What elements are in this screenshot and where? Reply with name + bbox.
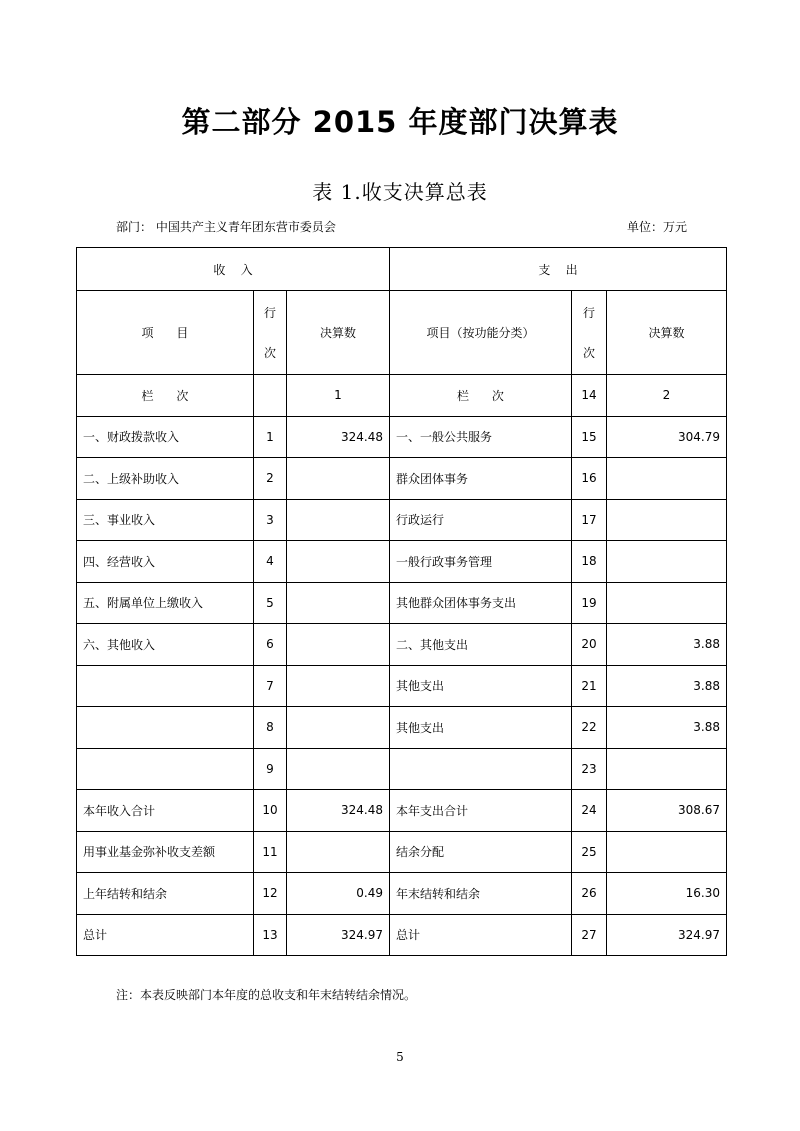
expense-amount-cell: [607, 831, 727, 873]
income-line-cell: 2: [254, 458, 287, 500]
income-header: 收 入: [77, 248, 390, 291]
expense-item-cell: 其他群众团体事务支出: [390, 582, 572, 624]
income-amount-cell: 0.49: [287, 873, 390, 915]
expense-item-cell: 本年支出合计: [390, 790, 572, 832]
income-amount-cell: [287, 499, 390, 541]
expense-line-cell: 18: [572, 541, 607, 583]
expense-item-header: 项目（按功能分类）: [390, 291, 572, 375]
table-row: [77, 748, 727, 790]
expense-item-cell: 一、一般公共服务: [390, 416, 572, 458]
column-number-row: [77, 375, 727, 417]
expense-line-cell: 22: [572, 707, 607, 749]
expense-amount-cell: [607, 582, 727, 624]
expense-item-cell: [390, 748, 572, 790]
expense-item-cell: 其他支出: [390, 665, 572, 707]
income-amount-cell: [287, 748, 390, 790]
expense-line-cell: 26: [572, 873, 607, 915]
expense-amount-cell: [607, 458, 727, 500]
expense-amount-cell: 3.88: [607, 624, 727, 666]
income-line-cell: 8: [254, 707, 287, 749]
income-line-cell: 12: [254, 873, 287, 915]
income-line-cell: 5: [254, 582, 287, 624]
income-line-cell: 10: [254, 790, 287, 832]
income-item-cell: 五、附属单位上缴收入: [77, 582, 254, 624]
section-header-row: [77, 248, 727, 291]
income-amount-cell: [287, 665, 390, 707]
expense-item-cell: 结余分配: [390, 831, 572, 873]
expense-item-cell: 其他支出: [390, 707, 572, 749]
expense-amount-cell: 324.97: [607, 914, 727, 956]
income-amount-cell: [287, 541, 390, 583]
expense-line-header: 行 次: [572, 291, 607, 375]
income-amount-cell: 324.48: [287, 790, 390, 832]
income-item-cell: 上年结转和结余: [77, 873, 254, 915]
income-line-cell: 3: [254, 499, 287, 541]
income-item-cell: 四、经营收入: [77, 541, 254, 583]
expense-item-cell: 一般行政事务管理: [390, 541, 572, 583]
table-row: [77, 831, 727, 873]
income-item-cell: 用事业基金弥补收支差额: [77, 831, 254, 873]
budget-summary-table: [76, 247, 727, 956]
expense-line-cell: 23: [572, 748, 607, 790]
expense-line-cell: 24: [572, 790, 607, 832]
table-row: [77, 458, 727, 500]
expense-amount-cell: [607, 748, 727, 790]
income-amount-cell: 324.97: [287, 914, 390, 956]
table-row: [77, 416, 727, 458]
income-line-cell: 1: [254, 416, 287, 458]
expense-amount-cell: 16.30: [607, 873, 727, 915]
expense-col-label: 栏 次: [390, 375, 572, 417]
income-amount-cell: [287, 582, 390, 624]
table-row: [77, 541, 727, 583]
income-amount-header: 决算数: [287, 291, 390, 375]
table-row: [77, 624, 727, 666]
income-line-cell: 4: [254, 541, 287, 583]
income-amount-cell: [287, 831, 390, 873]
department-label: 部门： 中国共产主义青年团东营市委员会: [116, 220, 336, 234]
income-line-cell: 7: [254, 665, 287, 707]
expense-line-cell: 21: [572, 665, 607, 707]
expense-header: 支 出: [390, 248, 727, 291]
income-col-label: 栏 次: [77, 375, 254, 417]
expense-item-cell: 总计: [390, 914, 572, 956]
expense-item-cell: 年末结转和结余: [390, 873, 572, 915]
income-item-cell: 三、事业收入: [77, 499, 254, 541]
income-line-cell: 13: [254, 914, 287, 956]
income-col-no: 1: [287, 375, 390, 417]
expense-item-cell: 二、其他支出: [390, 624, 572, 666]
expense-col-no: 2: [607, 375, 727, 417]
income-item-cell: 总计: [77, 914, 254, 956]
expense-line-cell: 25: [572, 831, 607, 873]
income-line-cell: 6: [254, 624, 287, 666]
expense-line-cell: 27: [572, 914, 607, 956]
income-line-header: 行 次: [254, 291, 287, 375]
income-item-cell: [77, 665, 254, 707]
expense-amount-cell: 3.88: [607, 707, 727, 749]
income-col-line: [254, 375, 287, 417]
income-item-cell: 本年收入合计: [77, 790, 254, 832]
expense-line-cell: 15: [572, 416, 607, 458]
income-line-cell: 11: [254, 831, 287, 873]
table-row: [77, 914, 727, 956]
income-item-cell: 六、其他收入: [77, 624, 254, 666]
expense-amount-cell: [607, 541, 727, 583]
table-row: [77, 499, 727, 541]
table-row: [77, 790, 727, 832]
income-item-cell: 二、上级补助收入: [77, 458, 254, 500]
expense-amount-cell: 3.88: [607, 665, 727, 707]
table-row: [77, 582, 727, 624]
income-item-cell: [77, 748, 254, 790]
table-note: 注：本表反映部门本年度的总收支和年末结转结余情况。: [116, 988, 417, 1002]
expense-item-cell: 群众团体事务: [390, 458, 572, 500]
expense-line-cell: 20: [572, 624, 607, 666]
expense-item-cell: 行政运行: [390, 499, 572, 541]
column-header-row: [77, 291, 727, 375]
page-title: 第二部分 2015 年度部门决算表: [181, 105, 619, 139]
income-amount-cell: [287, 624, 390, 666]
expense-amount-cell: [607, 499, 727, 541]
income-amount-cell: [287, 707, 390, 749]
table-title: 表 1.收支决算总表: [312, 180, 488, 204]
expense-col-line: 14: [572, 375, 607, 417]
income-amount-cell: [287, 458, 390, 500]
expense-amount-header: 决算数: [607, 291, 727, 375]
expense-line-cell: 16: [572, 458, 607, 500]
income-item-header: 项 目: [77, 291, 254, 375]
income-line-cell: 9: [254, 748, 287, 790]
unit-label: 单位：万元: [627, 220, 688, 234]
expense-line-cell: 17: [572, 499, 607, 541]
income-item-cell: 一、财政拨款收入: [77, 416, 254, 458]
expense-line-cell: 19: [572, 582, 607, 624]
income-item-cell: [77, 707, 254, 749]
table-row: [77, 665, 727, 707]
expense-amount-cell: 308.67: [607, 790, 727, 832]
income-amount-cell: 324.48: [287, 416, 390, 458]
table-row: [77, 873, 727, 915]
table-row: [77, 707, 727, 749]
page-number: 5: [396, 1050, 404, 1064]
expense-amount-cell: 304.79: [607, 416, 727, 458]
